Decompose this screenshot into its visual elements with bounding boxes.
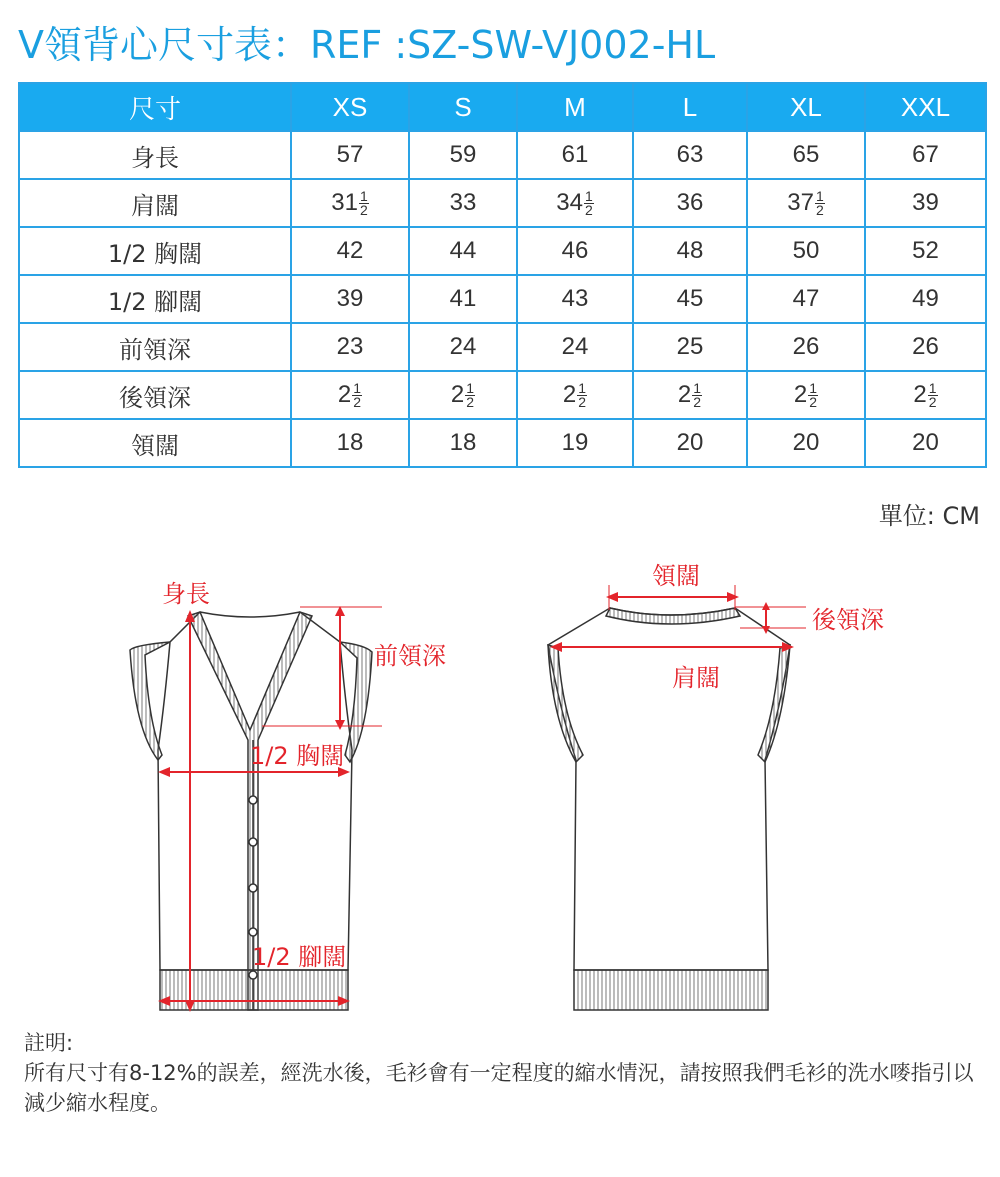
table-cell: 26	[865, 323, 986, 371]
fraction-half: $\frac{1}{2}$	[353, 380, 362, 411]
table-cell: 24	[517, 323, 633, 371]
row-label: 肩闊	[19, 179, 291, 227]
label-neck-width: 領闊	[652, 562, 700, 590]
table-cell: 39	[291, 275, 409, 323]
table-cell: 37 $\frac{1}{2}$	[747, 179, 865, 227]
table-header-row	[19, 83, 986, 131]
back-vest-drawing	[548, 608, 790, 1010]
table-cell: 42	[291, 227, 409, 275]
header-cell: XL	[747, 83, 865, 131]
table-cell: 52	[865, 227, 986, 275]
label-shoulder: 肩闊	[672, 664, 720, 692]
table-cell: 33	[409, 179, 517, 227]
table-cell: 49	[865, 275, 986, 323]
row-label: 身長	[19, 131, 291, 179]
table-cell: 50	[747, 227, 865, 275]
table-row	[19, 371, 986, 419]
table-cell: 2 $\frac{1}{2}$	[633, 371, 747, 419]
fraction-half: $\frac{1}{2}$	[359, 188, 368, 219]
table-row	[19, 227, 986, 275]
fraction-half: $\frac{1}{2}$	[584, 188, 593, 219]
header-cell: S	[409, 83, 517, 131]
table-cell: 41	[409, 275, 517, 323]
header-cell: XXL	[865, 83, 986, 131]
header-cell: XS	[291, 83, 409, 131]
table-cell: 57	[291, 131, 409, 179]
table-cell: 25	[633, 323, 747, 371]
fraction-half: $\frac{1}{2}$	[928, 380, 937, 411]
table-cell: 39	[865, 179, 986, 227]
fraction-half: $\frac{1}{2}$	[578, 380, 587, 411]
table-row	[19, 131, 986, 179]
table-cell: 43	[517, 275, 633, 323]
table-cell: 36	[633, 179, 747, 227]
label-back-neck-depth: 後領深	[812, 606, 884, 634]
page-title: V領背心尺寸表：REF :SZ-SW-VJ002-HL	[18, 23, 716, 67]
label-length: 身長	[162, 580, 210, 608]
table-cell: 48	[633, 227, 747, 275]
header-cell: 尺寸	[19, 83, 291, 131]
table-cell: 20	[633, 419, 747, 467]
table-cell: 63	[633, 131, 747, 179]
label-half-chest: 1/2 胸闊	[250, 742, 345, 770]
table-cell: 20	[747, 419, 865, 467]
header-cell: M	[517, 83, 633, 131]
label-half-hem: 1/2 腳闊	[252, 943, 347, 971]
row-label: 前領深	[19, 323, 291, 371]
table-cell: 20	[865, 419, 986, 467]
table-cell: 31 $\frac{1}{2}$	[291, 179, 409, 227]
size-table	[18, 82, 987, 468]
fraction-half: $\frac{1}{2}$	[693, 380, 702, 411]
table-cell: 23	[291, 323, 409, 371]
table-row	[19, 419, 986, 467]
unit-label: 單位: CM	[878, 502, 980, 530]
table-cell: 65	[747, 131, 865, 179]
table-cell: 19	[517, 419, 633, 467]
notes-body: 所有尺寸有8-12%的誤差，經洗水後，毛衫會有一定程度的縮水情況，請按照我們毛衫的洗水嘜指引以減少縮水程度。	[24, 1061, 974, 1115]
table-cell: 18	[409, 419, 517, 467]
notes-heading: 註明:	[24, 1031, 74, 1055]
table-cell: 44	[409, 227, 517, 275]
table-cell: 2 $\frac{1}{2}$	[517, 371, 633, 419]
row-label: 後領深	[19, 371, 291, 419]
fraction-half: $\frac{1}{2}$	[815, 188, 824, 219]
table-cell: 61	[517, 131, 633, 179]
table-cell: 45	[633, 275, 747, 323]
table-cell: 47	[747, 275, 865, 323]
table-cell: 2 $\frac{1}{2}$	[409, 371, 517, 419]
table-cell: 46	[517, 227, 633, 275]
table-row	[19, 275, 986, 323]
table-cell: 24	[409, 323, 517, 371]
table-cell: 2 $\frac{1}{2}$	[865, 371, 986, 419]
header-cell: L	[633, 83, 747, 131]
table-row	[19, 179, 986, 227]
fraction-half: $\frac{1}{2}$	[466, 380, 475, 411]
row-label: 1/2 腳闊	[19, 275, 291, 323]
row-label: 1/2 胸闊	[19, 227, 291, 275]
table-cell: 2 $\frac{1}{2}$	[747, 371, 865, 419]
table-cell: 18	[291, 419, 409, 467]
fraction-half: $\frac{1}{2}$	[809, 380, 818, 411]
table-cell: 59	[409, 131, 517, 179]
row-label: 領闊	[19, 419, 291, 467]
label-front-neck-depth: 前領深	[374, 642, 446, 670]
notes-section	[24, 1028, 984, 1118]
table-cell: 67	[865, 131, 986, 179]
table-cell: 2 $\frac{1}{2}$	[291, 371, 409, 419]
table-cell: 34 $\frac{1}{2}$	[517, 179, 633, 227]
garment-diagram	[0, 550, 1000, 1020]
table-row	[19, 323, 986, 371]
table-cell: 26	[747, 323, 865, 371]
